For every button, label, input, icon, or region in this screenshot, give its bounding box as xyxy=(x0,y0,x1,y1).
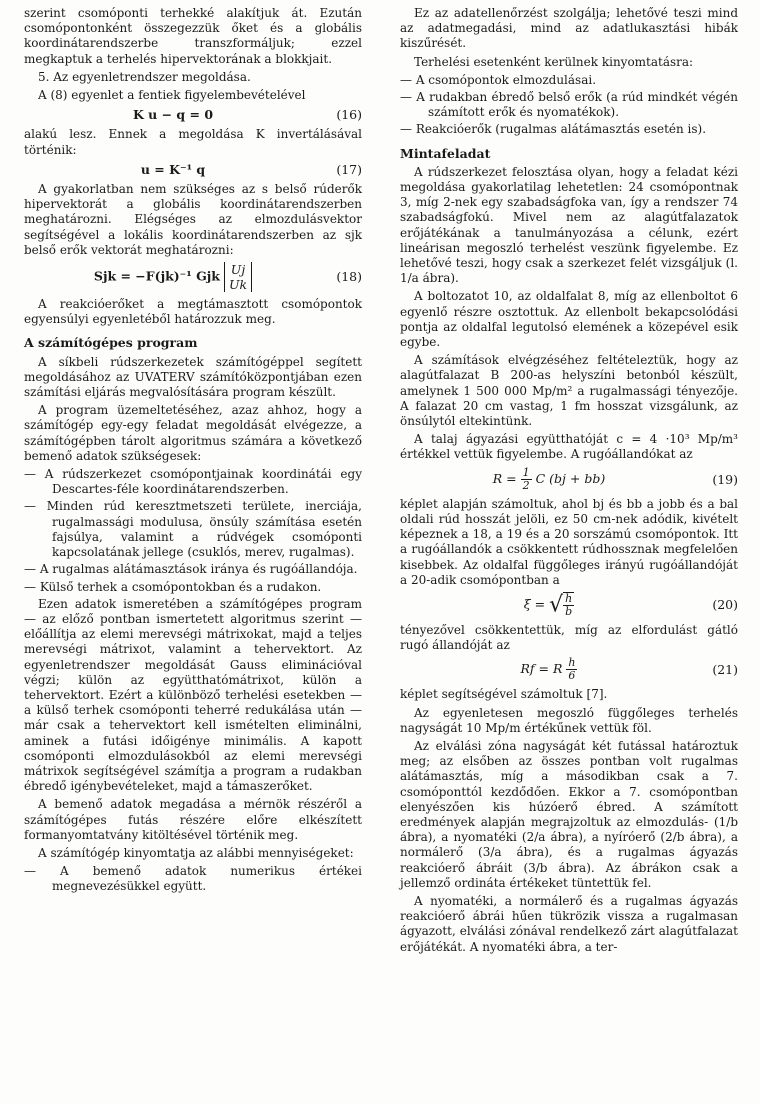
list-item: — A rúdszerkezet csomópontjainak koordinátái egy Descartes-féle koordinátarendszerben. xyxy=(24,467,362,497)
paragraph: Ezen adatok ismeretében a számítógépes program — az előző pontban ismertetett algoritmus szerint — előállítja az elemi merevségi mátrixokat, majd a teljes merevségi mátrixot, valamint a tehervektort. Az egyenletrendszer megoldását Gauss eliminációval végzi; külön az együtthatómátrixot, külön a tehervektort. Ezért a különböző terhelési esetekben — a külső terhek csomóponti teherré redukálása után — már csak a tehervektort kell ismételten eliminálni, aminek a futási időigénye minimális. A kapott csomóponti elmozdulásokból az elemi merevségi mátrixok segítségével számítja a program a rudakban ébredő igénybevételeket, majd a támaszerőket. xyxy=(24,596,362,794)
equation-rhs: C (bj + bb) xyxy=(535,470,606,486)
paragraph: A síkbeli rúdszerkezetek számítógéppel segített megoldásához az UVATERV számítóközpontjában ezen számítási eljárás megvalósítására program készült. xyxy=(24,354,362,400)
denominator: b xyxy=(565,604,573,618)
list-item: — Reakcióerők (rugalmas alátámasztás esetén is). xyxy=(400,122,707,137)
radical-sign: √ xyxy=(549,592,564,618)
paragraph: A nyomatéki, a normálerő és a rugalmas ágyazás reakcióerő ábrái hűen tükrözik vissza a rugalmasan ágyazott, elválási zónával rendelkező zárt alagútfalazat erőjátékát. A nyomatéki ábra, a ter- xyxy=(400,893,738,954)
denominator: 6 xyxy=(568,669,576,683)
equation-18 xyxy=(24,262,362,292)
square-root xyxy=(549,592,574,618)
equation-body: K u − q = 0 xyxy=(132,107,214,123)
equation-body xyxy=(400,657,698,682)
equation-number: (20) xyxy=(712,597,738,613)
section-heading: A számítógépes program xyxy=(24,335,198,351)
paragraph: Terhelési esetenként kerülnek kinyomtatásra: xyxy=(414,54,694,69)
equation-lhs: ξ = xyxy=(523,596,546,612)
section-heading-5: 5. Az egyenletrendszer megoldása. xyxy=(38,69,251,84)
paragraph: A rúdszerkezet felosztása olyan, hogy a feladat kézi megoldása gyakorlatilag lehetetlen: 24 csomópontnak 3, míg 2-nek egy szabadságfoka van, így a rendszer 74 szabadságfokú. Mivel nem az alagútfalazatok erőjátékának a tanulmányozása a célunk, ezért lineárisan megoszló terhelést veszünk figyelembe. Ez lehetővé teszi, hogy csak a szerkezet felét vizsgáljuk (l. 1/a ábra). xyxy=(400,164,738,286)
equation-body xyxy=(400,592,698,618)
paragraph: Az elválási zóna nagyságát két futással határoztuk meg; az elsőben az összes pontban volt rugalmas alátámasztás, míg a másodikban csak a 7. csomóponttól kezdődően. Ekkor a 7. csomópontban elenyészően kis húzóerő ébred. A számított eredmények alapján megrajzoltuk az elmozdulás- (1/b ábra), a nyomatéki (2/a ábra), a nyíróerő (2/b ábra), a normálerő (3/a ábra), és a rugalmas ágyazás reakcióerő ábráit (3/b ábra). Az ábrákon csak a jellemző ordináta értékeket tüntettük fel. xyxy=(400,738,738,890)
section-heading: Mintafeladat xyxy=(400,145,491,161)
matrix-entry: Uk xyxy=(228,277,248,293)
denominator: 2 xyxy=(522,478,530,492)
equation-20 xyxy=(400,592,738,618)
equation-number: (16) xyxy=(336,107,362,123)
matrix-entry: Uj xyxy=(230,262,246,278)
paragraph: A boltozatot 10, az oldalfalat 8, míg az ellenboltot 6 egyenlő részre osztottuk. Az ellenbolt bekapcsolódási pontja az oldalfal legutolsó elemének a közepével esik egybe. xyxy=(400,289,738,350)
equation-number: (19) xyxy=(712,471,738,487)
left-column xyxy=(24,6,362,897)
equation-lhs: Sjk = −F(jk)⁻¹ Gjk xyxy=(93,268,220,284)
list-item: — Külső terhek a csomópontokban és a rudakon. xyxy=(24,579,322,594)
vector-matrix xyxy=(224,262,252,292)
equation-19 xyxy=(400,467,738,492)
right-column xyxy=(400,6,738,958)
paragraph: A számítógép kinyomtatja az alábbi mennyiségeket: xyxy=(38,845,354,860)
paragraph: tényezővel csökkentettük, míg az elfordulást gátló rugó állandóját az xyxy=(400,622,738,653)
paragraph: A bemenő adatok megadása a mérnök részéről a számítógépes futás részére előre elkészített formanyomtatvány kitöltésével történik meg. xyxy=(24,797,362,842)
equation-lhs: Rf = R xyxy=(520,661,563,677)
equation-body: u = K⁻¹ q xyxy=(140,161,206,177)
numerator: h xyxy=(565,591,573,605)
equation-number: (17) xyxy=(336,161,362,177)
list-item: — A bemenő adatok numerikus értékei megnevezésükkel együtt. xyxy=(24,864,362,894)
paragraph: képlet segítségével számoltuk [7]. xyxy=(400,687,608,702)
equation-number: (18) xyxy=(336,269,362,285)
paragraph: képlet alapján számoltuk, ahol bj és bb a jobb és a bal oldali rúd hosszát jelöli, ez 50 cm-nek adódik, kivételt képeznek a 18, a 19 és a 20 sorszámú csomópontok. Itt a rugóállandók a csökkentett rúdhossznak megfelelően kisebbek. Az oldalfal függőleges irányú rugóállandóját a 20-adik csomópontban a xyxy=(400,496,738,587)
fraction xyxy=(563,593,574,618)
equation-lhs: R = xyxy=(492,470,517,486)
equation-17 xyxy=(24,162,362,177)
paragraph: A (8) egyenlet a fentiek figyelembevételével xyxy=(38,88,306,103)
paragraph: Az egyenletesen megoszló függőleges terhelés nagyságát 10 Mp/m értékűnek vettük föl. xyxy=(400,705,738,735)
equation-21 xyxy=(400,657,738,682)
paragraph: A talaj ágyazási együtthatóját c = 4 ·10³ Mp/m³ értékkel vettük figyelembe. A rugóállandókat az xyxy=(400,432,738,462)
paragraph: szerint csomóponti terhekké alakítjuk át. Ezután csomópontonként összegezzük őket és a globális koordinátarendszerbe transzformáljuk; ezzel megkaptuk a terhelés hipervektorának a blokkjait. xyxy=(24,6,362,66)
equation-body xyxy=(24,262,322,292)
paragraph: A gyakorlatban nem szükséges az s belső rúderők hipervektorát a globális koordinátarendszerben meghatározni. Elégséges az elmozdulásvektor segítségével a lokális koordinátarendszerben az sjk belső erők vektorát meghatározni: xyxy=(24,182,362,257)
list-item: — Minden rúd keresztmetszeti területe, inerciája, rugalmassági modulusa, önsúly számítása esetén fajsúlya, valamint a rúdvégek csomóponti kapcsolatának jellege (csuklós, merev, rugalmas). xyxy=(24,499,362,560)
numerator: 1 xyxy=(522,465,530,479)
fraction xyxy=(566,657,577,682)
fraction xyxy=(521,467,532,492)
equation-number: (21) xyxy=(712,662,738,678)
list-item: — A rudakban ébredő belső erők (a rúd mindkét végén számított erők és nyomatékok). xyxy=(400,90,738,120)
paragraph: Ez az adatellenőrzést szolgálja; lehetővé teszi mind az adatmegadási, mind az adatlukasztási hibák kiszűrését. xyxy=(400,6,738,51)
equation-body xyxy=(400,467,698,492)
paragraph: alakú lesz. Ennek a megoldása K invertálásával történik: xyxy=(24,127,362,157)
paragraph: A számítások elvégzéséhez feltételeztük, hogy az alagútfalazat B 200-as helyszíni betonból készült, amelynek 1 500 000 Mp/m² a rugalmassági tényezője. A falazat 20 cm vastag, 1 fm hosszat vizsgálunk, az önsúlytól eltekintünk. xyxy=(400,353,738,429)
paragraph: A reakcióerőket a megtámasztott csomópontok egyensúlyi egyenletéből határozzuk meg. xyxy=(24,297,362,327)
list-item: — A csomópontok elmozdulásai. xyxy=(400,72,597,87)
paragraph: A program üzemeltetéséhez, azaz ahhoz, hogy a számítógép egy-egy feladat megoldását elvégezze, a számítógépben tárolt algoritmus számára a következő bemenő adatok szükségesek: xyxy=(24,403,362,463)
list-item: — A rugalmas alátámasztások iránya és rugóállandója. xyxy=(24,562,358,577)
equation-16 xyxy=(24,107,362,122)
numerator: h xyxy=(568,656,576,670)
